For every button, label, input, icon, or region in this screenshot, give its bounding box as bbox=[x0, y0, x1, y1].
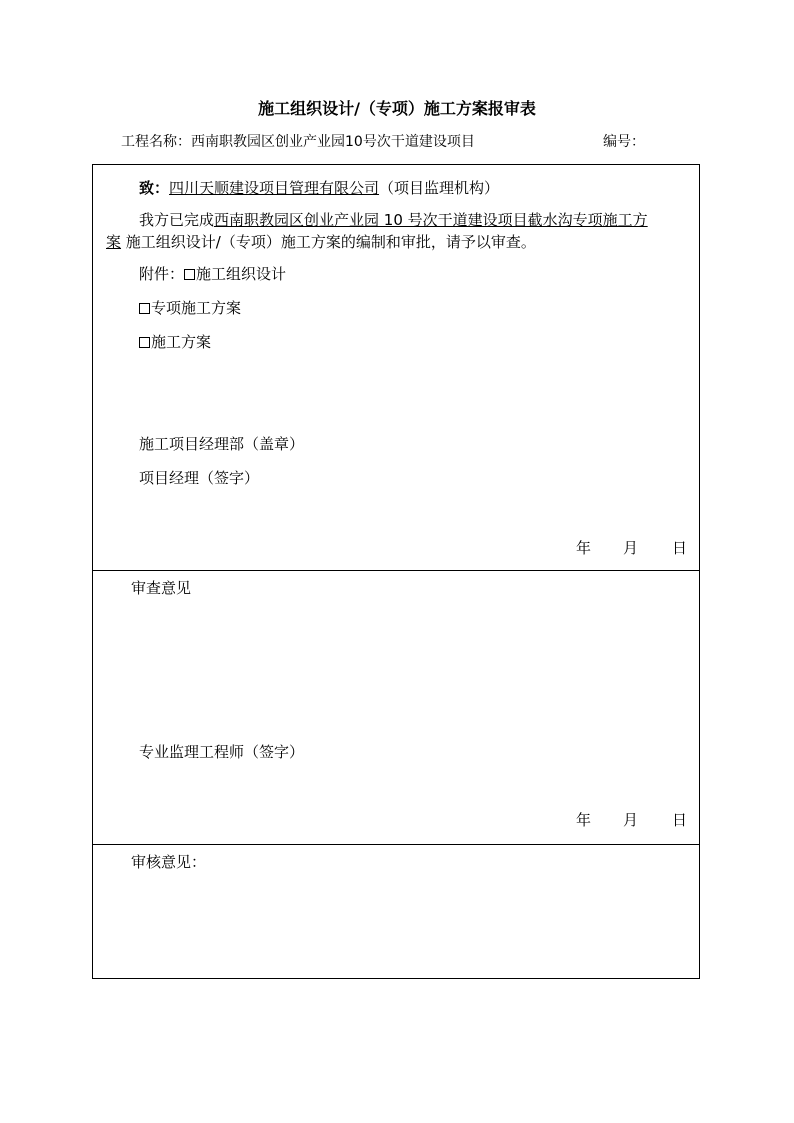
day-label: 日 bbox=[672, 539, 688, 557]
day-label: 日 bbox=[672, 811, 688, 829]
approval-opinion-label: 审核意见： bbox=[131, 853, 207, 871]
addressee-line bbox=[139, 177, 499, 198]
submission-section bbox=[93, 165, 699, 570]
manager-sign-label: 项目经理（签字） bbox=[139, 469, 260, 487]
attachment-label: 附件： bbox=[139, 265, 185, 283]
option-line-3 bbox=[139, 331, 211, 352]
review-form bbox=[92, 164, 700, 979]
body-rest: 施工组织设计/（专项）施工方案的编制和审批，请予以审查。 bbox=[121, 233, 536, 251]
body-project: 西南职教园区创业产业园 10 号次干道建设项目截水沟专项施工方 bbox=[214, 211, 648, 229]
month-label: 月 bbox=[623, 539, 639, 557]
body-prefix: 我方已完成 bbox=[139, 211, 215, 229]
year-label: 年 bbox=[576, 539, 592, 557]
option-line-2 bbox=[139, 297, 241, 318]
document-title: 施工组织设计/（专项）施工方案报审表 bbox=[258, 99, 536, 118]
review-section bbox=[93, 570, 699, 844]
project-line bbox=[121, 131, 475, 151]
body-line-2 bbox=[106, 231, 536, 252]
number-label: 编号： bbox=[603, 134, 645, 150]
review-opinion-label: 审查意见 bbox=[131, 579, 192, 597]
body-project-cont: 案 bbox=[106, 233, 122, 251]
checkbox-special-plan[interactable] bbox=[139, 303, 150, 314]
checkbox-construction-design[interactable] bbox=[184, 269, 195, 280]
to-label: 致： bbox=[139, 179, 170, 197]
to-suffix: （项目监理机构） bbox=[379, 179, 500, 197]
option-construction-design: 施工组织设计 bbox=[196, 265, 287, 283]
checkbox-construction-plan[interactable] bbox=[139, 337, 150, 348]
project-name: 西南职教园区创业产业园10号次干道建设项目 bbox=[191, 134, 475, 150]
month-label: 月 bbox=[623, 811, 639, 829]
engineer-sign-label: 专业监理工程师（签字） bbox=[139, 743, 305, 761]
dept-stamp-label: 施工项目经理部（盖章） bbox=[139, 435, 305, 453]
year-label: 年 bbox=[576, 811, 592, 829]
option-special-plan: 专项施工方案 bbox=[151, 299, 242, 317]
approval-section bbox=[93, 844, 699, 978]
to-organization: 四川天顺建设项目管理有限公司 bbox=[169, 179, 380, 197]
body-line-1 bbox=[139, 209, 648, 230]
attachment-line bbox=[139, 263, 286, 284]
project-label: 工程名称： bbox=[121, 134, 191, 150]
option-construction-plan: 施工方案 bbox=[151, 333, 212, 351]
